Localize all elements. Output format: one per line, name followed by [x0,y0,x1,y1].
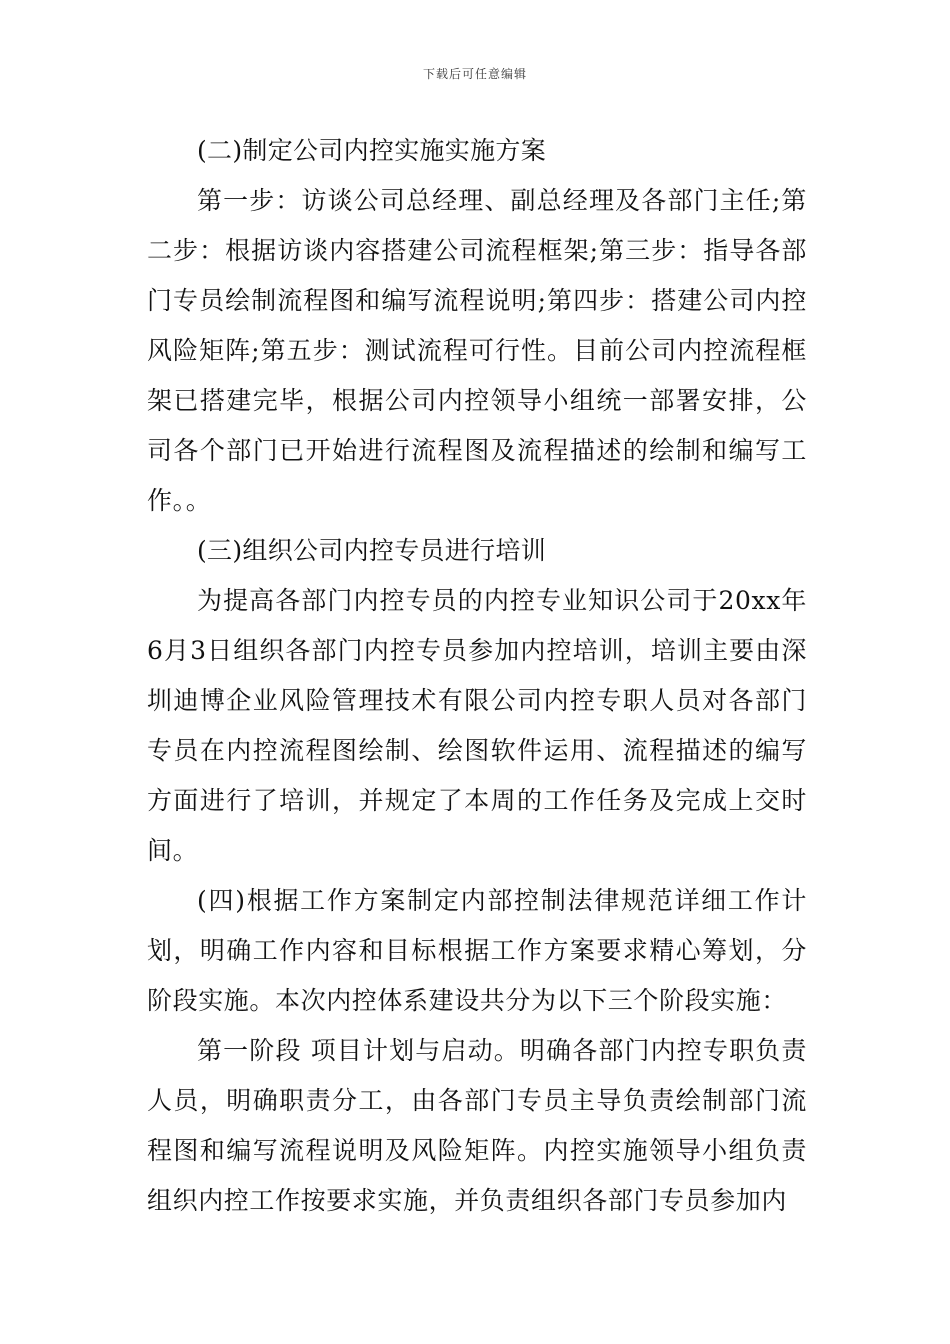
document-body [147,126,807,1226]
page-header: 下载后可任意编辑 [422,67,527,81]
paragraph-steps: 第一步：访谈公司总经理、副总经理及各部门主任;第二步：根据访谈内容搭建公司流程框架;第三步：指导各部门专员绘制流程图和编写流程说明;第四步：搭建公司内控风险矩阵;第五步：测试流程可行性。目前公司内控流程框架已搭建完毕，根据公司内控领导小组统一部署安排，公司各个部门已开始进行流程图及流程描述的绘制和编写工作。。 [147,186,807,515]
paragraph-phase-one: 第一阶段 项目计划与启动。明确各部门内控专职负责人员，明确职责分工，由各部门专员主导负责绘制部门流程图和编写流程说明及风险矩阵。内控实施领导小组负责组织内控工作按要求实施，并负责组织各部门专员参加内 [147,1036,807,1215]
paragraph-work-plan: (四)根据工作方案制定内部控制法律规范详细工作计划，明确工作内容和目标根据工作方案要求精心筹划，分阶段实施。本次内控体系建设共分为以下三个阶段实施： [147,886,807,1015]
paragraph-training: 为提高各部门内控专员的内控专业知识公司于20xx年6月3日组织各部门内控专员参加内控培训，培训主要由深圳迪博企业风险管理技术有限公司内控专职人员对各部门专员在内控流程图绘制、绘图软件运用、流程描述的编写方面进行了培训，并规定了本周的工作任务及完成上交时间。 [147,586,807,865]
section-heading-3: (三)组织公司内控专员进行培训 [197,536,547,565]
section-heading-2: (二)制定公司内控实施实施方案 [197,136,547,165]
